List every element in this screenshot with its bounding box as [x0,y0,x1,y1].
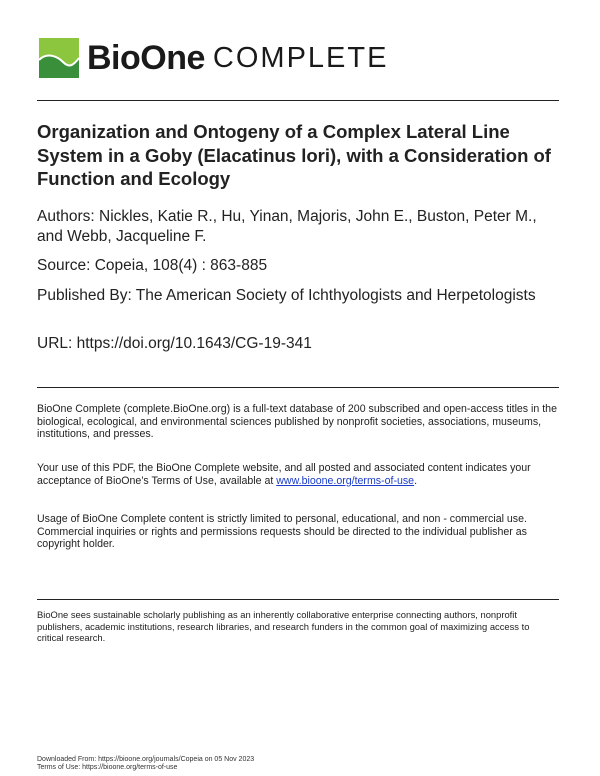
header-divider [37,100,559,101]
download-info: Downloaded From: https://bioone.org/journals/Copeia on 05 Nov 2023 [37,756,255,763]
usage-notice: Usage of BioOne Complete content is strictly limited to personal, educational, and non - commercial use. Commercial inquiries or rights and permissions requests should be directed to the individual publisher as copyright holder. [37,513,527,550]
terms-notice-end: . [414,474,418,487]
article-source: Source: Copeia, 108(4) : 863-885 [37,257,268,274]
logo-wordmark-bold: BioOne [87,38,205,77]
bioone-logo[interactable] [39,36,388,80]
terms-notice [37,462,557,487]
mission-statement: BioOne sees sustainable scholarly publishing as an inherently collaborative enterprise connecting authors, nonprofit publishers, academic institutions, research libraries, and research funders in the common goal of maximizing access to critical research. [37,609,530,643]
terms-of-use-link[interactable]: www.bioone.org/terms-of-use [276,474,415,487]
footer-terms: Terms of Use: https://bioone.org/terms-of-use [37,764,178,771]
mission-divider [37,599,559,600]
article-title: Organization and Ontogeny of a Complex Lateral Line System in a Goby (Elacatinus lori), with a Consideration of Function and Ecology [37,121,551,189]
content-divider [37,387,559,388]
article-publisher: Published By: The American Society of Ichthyologists and Herpetologists [37,287,536,304]
logo-wordmark-light: COMPLETE [212,41,389,74]
article-url[interactable]: URL: https://doi.org/10.1643/CG-19-341 [37,335,312,352]
terms-notice-text: Your use of this PDF, the BioOne Complete website, and all posted and associated content indicates your acceptance of BioOne’s Terms of Use, available at [37,462,531,487]
bioone-logo-mark-icon [39,38,79,78]
bioone-description: BioOne Complete (complete.BioOne.org) is a full-text database of 200 subscribed and open-access titles in the biological, ecological, and environmental sciences published by nonprofit societies, associations, museums, institutions, and presses. [37,403,557,440]
article-authors: Authors: Nickles, Katie R., Hu, Yinan, Majoris, John E., Buston, Peter M., and Webb, Jacqueline F. [37,208,537,245]
